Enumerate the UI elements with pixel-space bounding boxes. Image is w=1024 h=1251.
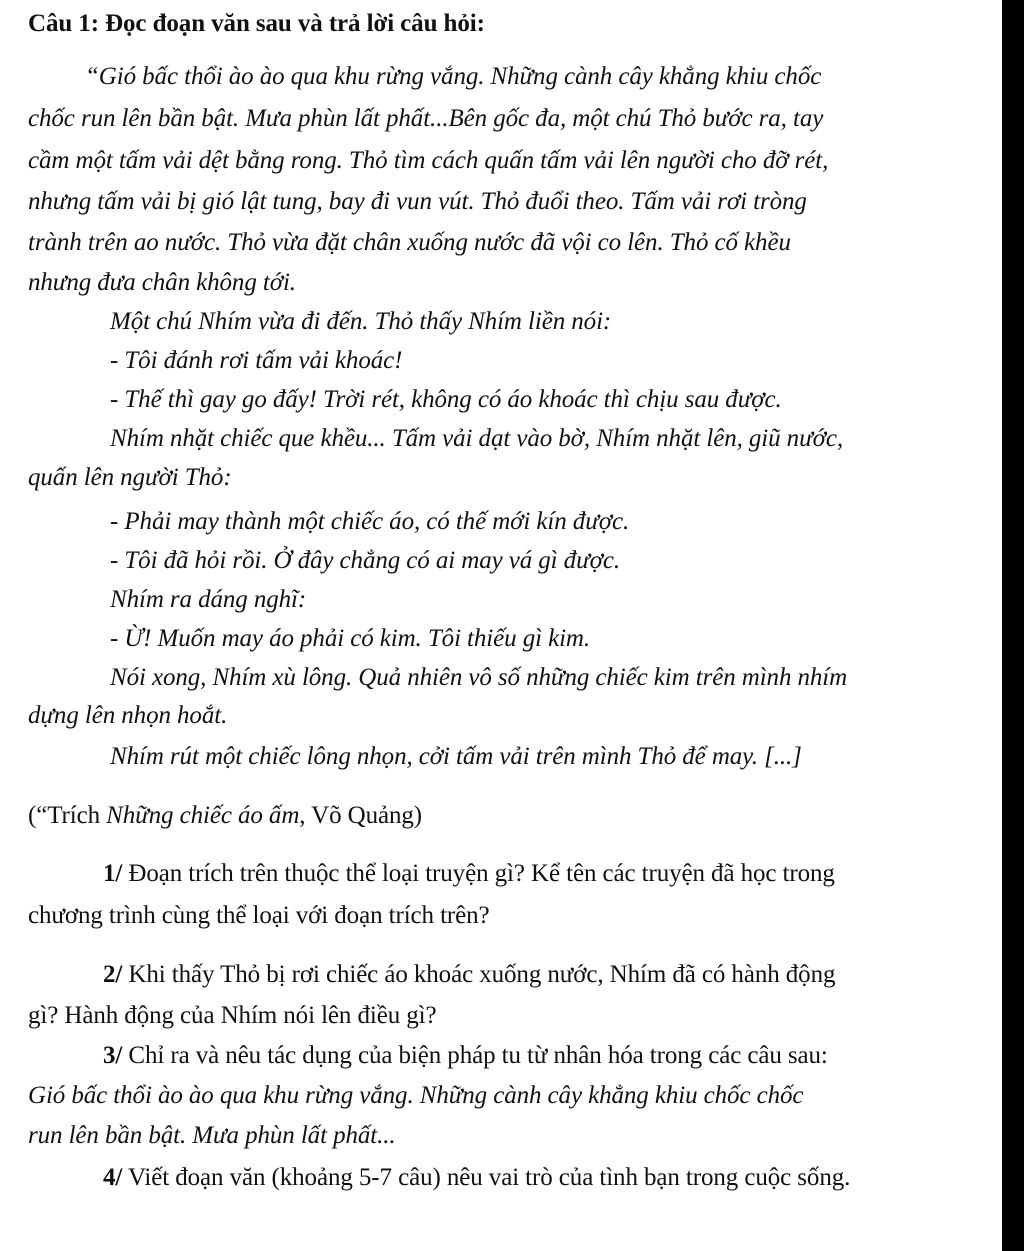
passage-line: nhưng đưa chân không tới.: [28, 269, 296, 296]
question-text: run lên bần bật. Mưa phùn lất phất...: [28, 1122, 396, 1149]
question-text: Viết đoạn văn (khoảng 5-7 câu) nêu vai trò của tình bạn trong cuộc sống.: [122, 1164, 851, 1191]
passage-line: “Gió bấc thổi ào ào qua khu rừng vắng. Những cành cây khẳng khiu chốc: [85, 63, 822, 90]
dialogue-line: - Tôi đã hỏi rồi. Ở đây chẳng có ai may vá gì được.: [110, 547, 621, 574]
passage-line: nhưng tấm vải bị gió lật tung, bay đi vun vút. Thỏ đuổi theo. Tấm vải rơi tròng: [28, 188, 807, 215]
dialogue-line: - Tôi đánh rơi tấm vải khoác!: [110, 347, 403, 374]
source-prefix: (“Trích: [28, 802, 107, 829]
passage-line: trành trên ao nước. Thỏ vừa đặt chân xuống nước đã vội co lên. Thỏ cố khều: [28, 229, 791, 256]
source-citation: [28, 800, 422, 832]
passage-line: Một chú Nhím vừa đi đến. Thỏ thấy Nhím liền nói:: [110, 308, 612, 335]
passage-line: Nhím nhặt chiếc que khều... Tấm vải dạt vào bờ, Nhím nhặt lên, giũ nước,: [110, 425, 844, 452]
question-text: Chỉ ra và nêu tác dụng của biện pháp tu từ nhân hóa trong các câu sau:: [122, 1042, 828, 1069]
passage-line: dựng lên nhọn hoắt.: [28, 702, 228, 729]
passage-line: Nói xong, Nhím xù lông. Quả nhiên vô số những chiếc kim trên mình nhím: [110, 664, 848, 691]
question-text: Khi thấy Thỏ bị rơi chiếc áo khoác xuống nước, Nhím đã có hành động: [122, 961, 836, 988]
question-heading: Câu 1: Đọc đoạn văn sau và trả lời câu hỏi:: [28, 10, 485, 37]
dialogue-line: - Phải may thành một chiếc áo, có thế mới kín được.: [110, 508, 630, 535]
question-text: Gió bấc thổi ào ào qua khu rừng vắng. Những cành cây khẳng khiu chốc chốc: [28, 1082, 804, 1109]
question-number: 2/: [103, 961, 123, 988]
dialogue-line: - Thế thì gay go đấy! Trời rét, không có áo khoác thì chịu sau được.: [110, 386, 782, 413]
question-number: 1/: [103, 860, 123, 887]
passage-line: Nhím ra dáng nghĩ:: [110, 586, 307, 613]
source-suffix: , Võ Quảng): [299, 802, 423, 829]
passage-line: chốc run lên bần bật. Mưa phùn lất phất...Bên gốc đa, một chú Thỏ bước ra, tay: [28, 105, 824, 132]
passage-line: quấn lên người Thỏ:: [28, 464, 232, 491]
question-text: Đoạn trích trên thuộc thể loại truyện gì? Kể tên các truyện đã học trong: [122, 860, 835, 887]
dialogue-line: - Ừ! Muốn may áo phải có kim. Tôi thiếu gì kim.: [110, 625, 591, 652]
question-number: 3/: [103, 1042, 123, 1069]
source-title: Những chiếc áo ấm: [106, 802, 300, 829]
right-border: [1002, 0, 1024, 1251]
question-text: gì? Hành động của Nhím nói lên điều gì?: [28, 1002, 437, 1029]
question-number: 4/: [103, 1164, 123, 1191]
question-text: chương trình cùng thể loại với đoạn trích trên?: [28, 902, 490, 929]
passage-line: Nhím rút một chiếc lông nhọn, cởi tấm vải trên mình Thỏ để may. [...]: [110, 743, 802, 770]
passage-line: cầm một tấm vải dệt bằng rong. Thỏ tìm cách quấn tấm vải lên người cho đỡ rét,: [28, 147, 829, 174]
